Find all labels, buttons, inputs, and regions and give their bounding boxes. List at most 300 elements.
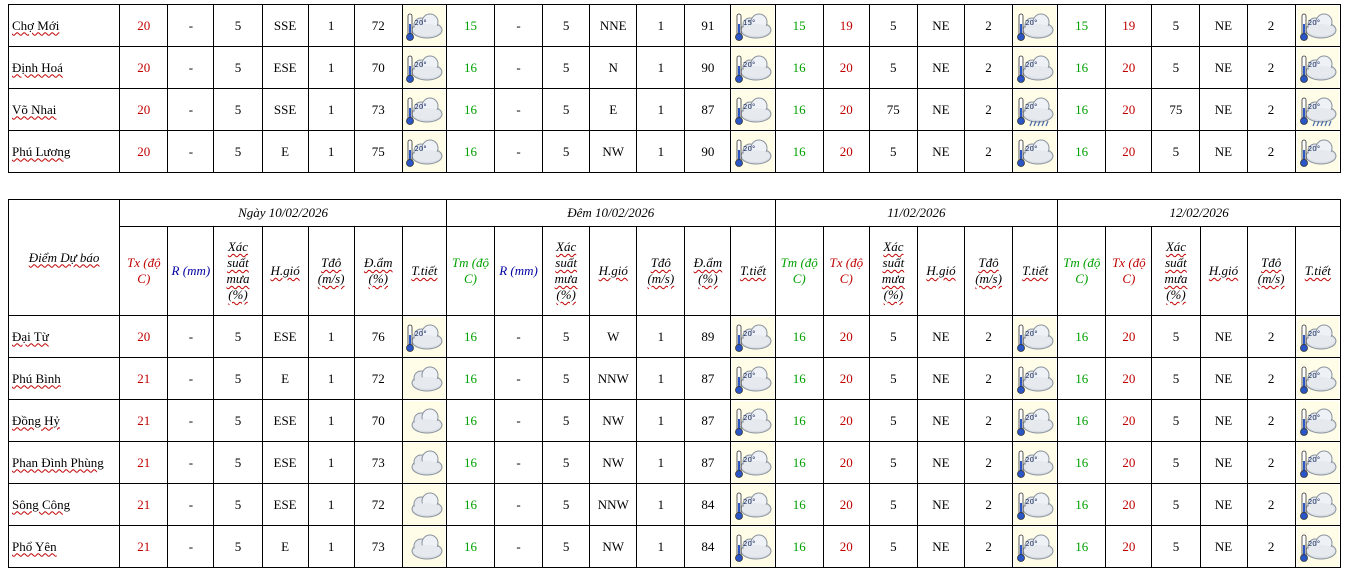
min-temp: 16 — [1058, 316, 1106, 358]
table-row — [9, 89, 1341, 131]
column-header-td: Tđô (m/s) — [1247, 227, 1295, 316]
rain-probability: 5 — [1152, 316, 1200, 358]
cloudy-icon — [1014, 401, 1056, 441]
weather-cell — [1295, 484, 1340, 526]
weather-cell — [1013, 358, 1058, 400]
temperature-badge: 20° — [1307, 329, 1321, 338]
temperature-badge: 20° — [414, 329, 427, 338]
wind-speed: 1 — [637, 442, 685, 484]
max-temp: 20 — [823, 400, 869, 442]
cloud-icon — [403, 443, 445, 483]
temperature-badge: 20° — [1025, 18, 1038, 27]
rain-probability: 75 — [1152, 89, 1200, 131]
rainfall: - — [168, 316, 214, 358]
max-temp: 20 — [1106, 358, 1152, 400]
temperature-badge: 20° — [1025, 413, 1038, 422]
wind-direction: ESE — [262, 442, 308, 484]
forecast-table-top — [8, 4, 1341, 173]
wind-speed: 2 — [1247, 131, 1295, 173]
column-header-td: Tđô (m/s) — [308, 227, 354, 316]
column-header-xs: Xác suất mưa (%) — [1152, 227, 1200, 316]
wind-direction: E — [262, 358, 308, 400]
max-temp: 20 — [1106, 526, 1152, 568]
max-temp: 19 — [823, 5, 869, 47]
wind-speed: 1 — [637, 5, 685, 47]
wind-direction: NE — [917, 5, 964, 47]
max-temp: 20 — [823, 526, 869, 568]
wind-speed: 1 — [637, 316, 685, 358]
column-header-xs: Xác suất mưa (%) — [543, 227, 590, 316]
humidity: 90 — [685, 47, 731, 89]
wind-speed: 2 — [1247, 358, 1295, 400]
cloudy-icon — [732, 90, 774, 130]
max-temp: 21 — [120, 358, 168, 400]
wind-speed: 2 — [1247, 89, 1295, 131]
cloudy-icon — [1297, 527, 1339, 567]
max-temp: 21 — [120, 484, 168, 526]
weather-cell — [402, 5, 446, 47]
max-temp: 20 — [1106, 131, 1152, 173]
weather-cell — [1013, 526, 1058, 568]
weather-cell — [402, 358, 446, 400]
rain-probability: 5 — [869, 442, 917, 484]
temperature-badge: 20° — [743, 413, 756, 422]
wind-direction: W — [590, 316, 637, 358]
max-temp: 20 — [823, 89, 869, 131]
wind-speed: 2 — [965, 400, 1013, 442]
rainfall: - — [168, 442, 214, 484]
humidity: 87 — [685, 358, 731, 400]
wind-speed: 2 — [1247, 5, 1295, 47]
rainfall: - — [168, 400, 214, 442]
header-day-10: Ngày 10/02/2026 — [120, 200, 447, 227]
wind-speed: 2 — [1247, 526, 1295, 568]
cloudy-icon — [403, 90, 445, 130]
column-header-tx: Tx (độ C) — [120, 227, 168, 316]
rainfall: - — [495, 89, 543, 131]
min-temp: 16 — [446, 442, 494, 484]
wind-direction: NE — [1200, 316, 1247, 358]
cloudy-icon — [1014, 485, 1056, 525]
cloudy-icon — [732, 132, 774, 172]
wind-speed: 1 — [637, 89, 685, 131]
wind-direction: E — [262, 131, 308, 173]
wind-direction: NE — [917, 526, 964, 568]
wind-direction: NE — [1200, 442, 1247, 484]
wind-speed: 2 — [964, 47, 1012, 89]
wind-direction: N — [590, 47, 637, 89]
temperature-badge: 20° — [1307, 371, 1321, 380]
column-header-tt: T.tiết — [402, 227, 446, 316]
column-header-hg: H.gió — [590, 227, 637, 316]
min-temp: 15 — [446, 5, 494, 47]
max-temp: 20 — [823, 131, 869, 173]
rain-probability: 5 — [1152, 5, 1200, 47]
wind-speed: 2 — [965, 526, 1013, 568]
weather-cell — [402, 47, 446, 89]
wind-speed: 2 — [964, 5, 1012, 47]
rain-probability: 5 — [214, 5, 262, 47]
weather-cell — [1295, 131, 1340, 173]
min-temp: 16 — [446, 47, 494, 89]
max-temp: 20 — [1106, 442, 1152, 484]
temperature-badge: 20° — [1307, 18, 1321, 27]
min-temp: 16 — [446, 484, 494, 526]
max-temp: 20 — [120, 131, 168, 173]
max-temp: 20 — [120, 89, 168, 131]
temperature-badge: 20° — [743, 60, 756, 69]
humidity: 70 — [354, 47, 402, 89]
temperature-badge: 20° — [1025, 539, 1038, 548]
wind-speed: 1 — [637, 131, 685, 173]
column-header-hg: H.gió — [262, 227, 308, 316]
temperature-badge: 20° — [414, 102, 427, 111]
rainfall: - — [168, 47, 214, 89]
min-temp: 16 — [1058, 358, 1106, 400]
temperature-badge: 20° — [414, 18, 427, 27]
rain-probability: 5 — [543, 47, 590, 89]
rain-probability: 5 — [869, 358, 917, 400]
humidity: 87 — [685, 442, 731, 484]
rain-probability: 5 — [543, 442, 590, 484]
column-header-td: Tđô (m/s) — [637, 227, 685, 316]
wind-speed: 2 — [965, 484, 1013, 526]
header-day-11: 11/02/2026 — [775, 200, 1058, 227]
weather-cell — [1295, 5, 1340, 47]
rain-probability: 5 — [869, 5, 917, 47]
cloudy-icon — [1297, 6, 1339, 46]
weather-cell — [402, 89, 446, 131]
min-temp: 16 — [446, 89, 494, 131]
weather-cell — [1013, 47, 1058, 89]
cloud-icon — [403, 527, 445, 567]
temperature-badge: 20° — [1307, 413, 1321, 422]
wind-speed: 2 — [1247, 484, 1295, 526]
rain-probability: 5 — [1152, 131, 1200, 173]
wind-direction: NE — [1200, 526, 1247, 568]
header-diem-du-bao: Điểm Dự báo — [9, 200, 120, 316]
wind-direction: NNE — [590, 5, 637, 47]
column-header-hg: H.gió — [1200, 227, 1247, 316]
weather-cell — [1013, 484, 1058, 526]
wind-direction: SSE — [262, 5, 308, 47]
humidity: 75 — [354, 131, 402, 173]
min-temp: 16 — [1058, 484, 1106, 526]
rain-probability: 5 — [543, 358, 590, 400]
max-temp: 21 — [120, 400, 168, 442]
column-header-tx: Tx (độ C) — [823, 227, 869, 316]
rainfall: - — [495, 442, 543, 484]
weather-cell — [402, 526, 446, 568]
temperature-badge: 20° — [743, 102, 756, 111]
min-temp: 16 — [775, 442, 823, 484]
table-row — [9, 131, 1341, 173]
rain-probability: 5 — [214, 400, 262, 442]
cloudy-icon — [1014, 48, 1056, 88]
wind-speed: 1 — [637, 526, 685, 568]
humidity: 72 — [354, 5, 402, 47]
temperature-badge: 20° — [1307, 102, 1321, 111]
weather-cell — [1013, 5, 1058, 47]
temperature-badge: 20° — [1307, 497, 1321, 506]
min-temp: 16 — [446, 131, 494, 173]
column-header-xs: Xác suất mưa (%) — [869, 227, 917, 316]
wind-speed: 1 — [308, 47, 354, 89]
min-temp: 16 — [1058, 131, 1106, 173]
rain-probability: 5 — [869, 316, 917, 358]
rain-probability: 5 — [1152, 526, 1200, 568]
cloudy-icon — [1297, 48, 1339, 88]
wind-direction: NE — [1200, 400, 1247, 442]
weather-cell — [1295, 358, 1340, 400]
temperature-badge: 20° — [743, 371, 756, 380]
weather-cell — [731, 484, 775, 526]
max-temp: 20 — [1106, 47, 1152, 89]
rain-probability: 5 — [543, 400, 590, 442]
rain-probability: 5 — [214, 47, 262, 89]
wind-direction: NE — [917, 131, 964, 173]
table-row — [9, 526, 1341, 568]
location-name: Phan Đình Phùng — [9, 442, 120, 484]
rain-probability: 5 — [869, 131, 917, 173]
temperature-badge: 20° — [743, 455, 756, 464]
wind-direction: NE — [917, 89, 964, 131]
max-temp: 20 — [120, 316, 168, 358]
cloud-icon — [403, 401, 445, 441]
column-header-xs: Xác suất mưa (%) — [214, 227, 262, 316]
wind-direction: SSE — [262, 89, 308, 131]
cloudy-icon — [1297, 317, 1339, 357]
wind-direction: NNW — [590, 484, 637, 526]
rainfall: - — [495, 316, 543, 358]
wind-direction: NW — [590, 400, 637, 442]
weather-cell — [1013, 442, 1058, 484]
humidity: 84 — [685, 526, 731, 568]
cloudy-icon — [403, 132, 445, 172]
rainfall: - — [495, 484, 543, 526]
column-header-da: Đ.ẩm (%) — [354, 227, 402, 316]
location-name: Sông Công — [9, 484, 120, 526]
max-temp: 20 — [1106, 89, 1152, 131]
rain-probability: 5 — [1152, 484, 1200, 526]
weather-cell — [731, 89, 775, 131]
cloudy-icon — [1297, 443, 1339, 483]
wind-speed: 2 — [1247, 442, 1295, 484]
weather-cell — [1013, 89, 1058, 131]
header-day-12: 12/02/2026 — [1058, 200, 1341, 227]
humidity: 73 — [354, 526, 402, 568]
min-temp: 16 — [1058, 442, 1106, 484]
min-temp: 16 — [446, 316, 494, 358]
wind-speed: 2 — [964, 89, 1012, 131]
wind-direction: NW — [590, 526, 637, 568]
min-temp: 16 — [775, 316, 823, 358]
max-temp: 20 — [823, 316, 869, 358]
weather-cell — [1295, 316, 1340, 358]
column-header-tt: T.tiết — [731, 227, 775, 316]
min-temp: 16 — [775, 484, 823, 526]
max-temp: 20 — [1106, 316, 1152, 358]
wind-speed: 1 — [308, 526, 354, 568]
wind-speed: 1 — [308, 400, 354, 442]
cloudy-icon — [1297, 401, 1339, 441]
wind-direction: NE — [1200, 89, 1247, 131]
location-name: Võ Nhai — [9, 89, 120, 131]
humidity: 91 — [685, 5, 731, 47]
rain-probability: 5 — [214, 316, 262, 358]
weather-cell — [1013, 131, 1058, 173]
column-header-r: R (mm) — [495, 227, 543, 316]
table-row — [9, 47, 1341, 89]
weather-cell — [1295, 400, 1340, 442]
weather-cell — [402, 400, 446, 442]
temperature-badge: 20° — [1025, 329, 1038, 338]
column-header-tm: Tm (độ C) — [446, 227, 494, 316]
rain-probability: 5 — [1152, 358, 1200, 400]
wind-speed: 1 — [308, 358, 354, 400]
weather-cell — [1013, 316, 1058, 358]
wind-direction: NE — [917, 484, 964, 526]
humidity: 72 — [354, 484, 402, 526]
temperature-badge: 20° — [1307, 539, 1321, 548]
rainfall: - — [168, 5, 214, 47]
rain-probability: 5 — [543, 5, 590, 47]
max-temp: 21 — [120, 442, 168, 484]
rainfall: - — [495, 5, 543, 47]
humidity: 73 — [354, 442, 402, 484]
rainfall: - — [495, 526, 543, 568]
rainfall: - — [168, 526, 214, 568]
wind-speed: 1 — [308, 131, 354, 173]
cloudy-icon — [732, 401, 774, 441]
column-header-tm: Tm (độ C) — [1058, 227, 1106, 316]
rain-probability: 75 — [869, 89, 917, 131]
min-temp: 16 — [1058, 89, 1106, 131]
max-temp: 20 — [120, 5, 168, 47]
rainfall: - — [168, 89, 214, 131]
temperature-badge: 20° — [743, 144, 756, 153]
wind-speed: 2 — [964, 131, 1012, 173]
rainfall: - — [495, 358, 543, 400]
rainfall: - — [495, 131, 543, 173]
cloudy-icon — [403, 6, 445, 46]
column-header-tx: Tx (độ C) — [1106, 227, 1152, 316]
temperature-badge: 20° — [743, 329, 756, 338]
max-temp: 20 — [120, 47, 168, 89]
min-temp: 16 — [775, 526, 823, 568]
weather-cell — [731, 47, 775, 89]
min-temp: 16 — [775, 131, 823, 173]
min-temp: 16 — [1058, 526, 1106, 568]
weather-cell — [731, 316, 775, 358]
weather-cell — [402, 484, 446, 526]
rainfall: - — [168, 131, 214, 173]
wind-direction: ESE — [262, 484, 308, 526]
column-header-da: Đ.ẩm (%) — [685, 227, 731, 316]
rain-probability: 5 — [869, 400, 917, 442]
wind-direction: ESE — [262, 316, 308, 358]
humidity: 90 — [685, 131, 731, 173]
wind-speed: 1 — [308, 89, 354, 131]
wind-direction: NE — [1200, 131, 1247, 173]
table-row — [9, 358, 1341, 400]
wind-speed: 1 — [308, 5, 354, 47]
cloudy-icon — [732, 48, 774, 88]
cloudy-icon — [1014, 359, 1056, 399]
weather-cell — [402, 316, 446, 358]
temperature-badge: 20° — [743, 497, 756, 506]
rain-probability: 5 — [543, 316, 590, 358]
min-temp: 15 — [775, 5, 823, 47]
weather-cell — [731, 400, 775, 442]
column-header-tt: T.tiết — [1013, 227, 1058, 316]
weather-cell — [402, 442, 446, 484]
max-temp: 21 — [120, 526, 168, 568]
weather-cell — [731, 358, 775, 400]
temperature-badge: 20° — [1025, 455, 1038, 464]
humidity: 70 — [354, 400, 402, 442]
temperature-badge: 15° — [743, 18, 756, 27]
min-temp: 16 — [446, 400, 494, 442]
cloudy-icon — [732, 359, 774, 399]
location-name: Phú Bình — [9, 358, 120, 400]
wind-direction: E — [590, 89, 637, 131]
temperature-badge: 20° — [414, 60, 427, 69]
wind-direction: NE — [917, 316, 964, 358]
cloudy-icon — [1014, 527, 1056, 567]
rain-probability: 5 — [214, 89, 262, 131]
column-header-td: Tđô (m/s) — [965, 227, 1013, 316]
rain-probability: 5 — [543, 131, 590, 173]
wind-speed: 2 — [1247, 316, 1295, 358]
max-temp: 20 — [823, 47, 869, 89]
wind-direction: NNW — [590, 358, 637, 400]
rainfall: - — [168, 484, 214, 526]
cloudy-icon — [732, 443, 774, 483]
min-temp: 16 — [1058, 47, 1106, 89]
wind-speed: 1 — [637, 358, 685, 400]
wind-speed: 2 — [965, 316, 1013, 358]
wind-speed: 2 — [1247, 47, 1295, 89]
weather-cell — [731, 5, 775, 47]
wind-speed: 2 — [965, 358, 1013, 400]
wind-direction: NE — [917, 47, 964, 89]
column-header-tm: Tm (độ C) — [775, 227, 823, 316]
table-row — [9, 316, 1341, 358]
rainfall: - — [495, 400, 543, 442]
wind-direction: ESE — [262, 47, 308, 89]
rain-probability: 5 — [1152, 400, 1200, 442]
weather-cell — [1295, 47, 1340, 89]
max-temp: 20 — [823, 442, 869, 484]
cloudy-icon — [732, 6, 774, 46]
cloudy-icon — [1297, 359, 1339, 399]
wind-speed: 1 — [637, 47, 685, 89]
humidity: 89 — [685, 316, 731, 358]
cloudy-icon — [1297, 132, 1339, 172]
cloudy-icon — [1297, 485, 1339, 525]
rain-probability: 5 — [214, 442, 262, 484]
cloudy-icon — [1014, 6, 1056, 46]
max-temp: 20 — [1106, 400, 1152, 442]
weather-cell — [731, 131, 775, 173]
location-name: Phú Lương — [9, 131, 120, 173]
table-row — [9, 400, 1341, 442]
wind-direction: NE — [1200, 358, 1247, 400]
wind-direction: NW — [590, 442, 637, 484]
temperature-badge: 20° — [1307, 455, 1321, 464]
wind-speed: 2 — [1247, 400, 1295, 442]
